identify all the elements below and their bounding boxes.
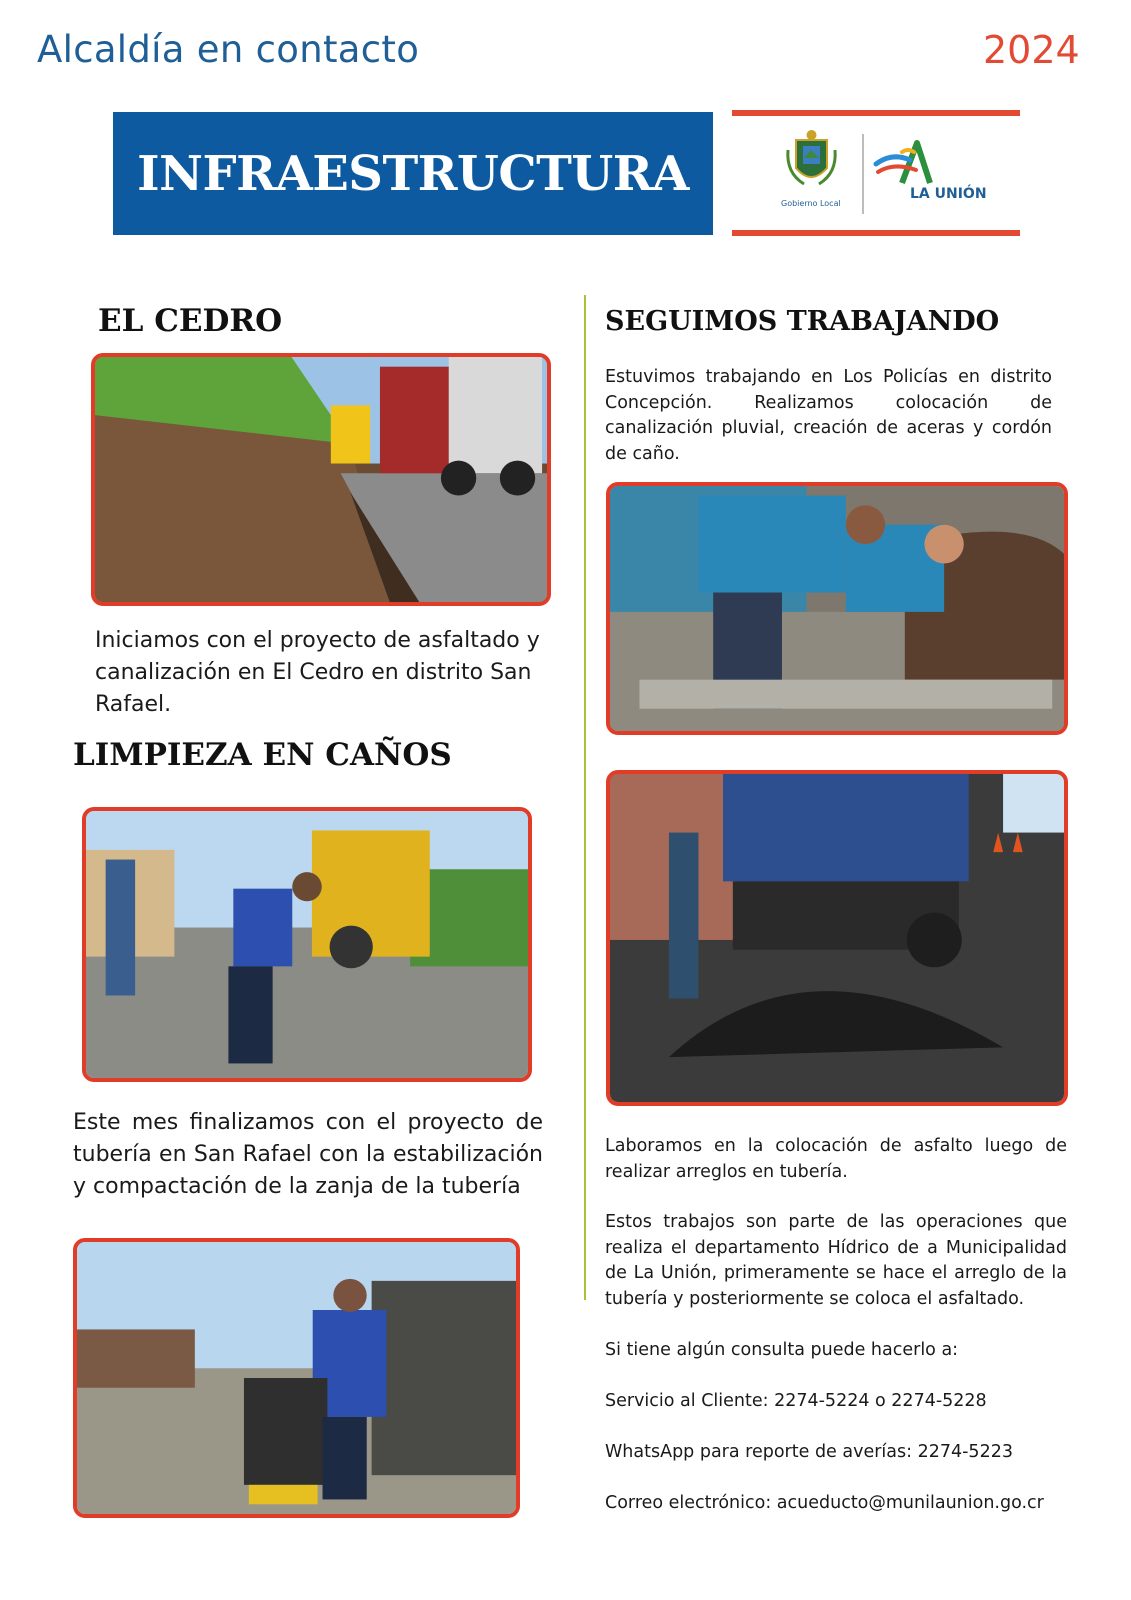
logo-divider	[862, 134, 864, 214]
asfalto-photo	[606, 770, 1068, 1106]
coat-of-arms-icon	[784, 128, 839, 198]
seguimos-heading: SEGUIMOS TRABAJANDO	[605, 306, 1000, 337]
compactadora-photo	[73, 1238, 520, 1518]
el-cedro-text: Iniciamos con el proyecto de asfaltado y canalización en El Cedro en distrito San Rafael.	[95, 628, 540, 717]
asfalto-text: Laboramos en la colocación de asfalto luego de realizar arreglos en tubería.	[605, 1136, 1067, 1182]
logo-rule-top	[732, 110, 1020, 116]
logo-block	[732, 110, 1020, 236]
la-union-label: LA UNIÓN	[910, 186, 987, 202]
el-cedro-photo	[91, 353, 551, 606]
banner-title: INFRAESTRUCTURA	[137, 145, 689, 202]
limpieza-heading: LIMPIEZA EN CAÑOS	[73, 737, 452, 773]
seguimos-photo	[606, 482, 1068, 735]
column-divider	[584, 295, 586, 1300]
limpieza-photo	[82, 807, 532, 1082]
seguimos-text: Estuvimos trabajando en Los Policías en distrito Concepción. Realizamos colocación de canalización pluvial, creación de aceras y cordón de caño.	[605, 367, 1052, 464]
limpieza-text: Este mes finalizamos con el proyecto de tubería en San Rafael con la estabilización y compactación de la zanja de la tubería	[73, 1110, 543, 1199]
la-union-logo-icon	[872, 138, 942, 188]
page-year: 2024	[983, 28, 1080, 72]
section-banner	[113, 112, 713, 235]
el-cedro-heading: EL CEDRO	[98, 303, 283, 339]
operaciones-text: Estos trabajos son parte de las operaciones que realiza el departamento Hídrico de a Municipalidad de La Unión, primeramente se hace el arreglo de la tubería y posteriormente se coloca el asfaltado.	[605, 1212, 1067, 1309]
contact-intro: Si tiene algún consulta puede hacerlo a:	[605, 1340, 959, 1360]
contact-servicio: Servicio al Cliente: 2274-5224 o 2274-5228	[605, 1391, 987, 1411]
contact-whatsapp: WhatsApp para reporte de averías: 2274-5223	[605, 1442, 1013, 1462]
contact-email: Correo electrónico: acueducto@munilaunion.go.cr	[605, 1493, 1044, 1513]
page-title: Alcaldía en contacto	[37, 28, 420, 71]
gobierno-local-label: Gobierno Local	[781, 199, 841, 208]
logo-rule-bottom	[732, 230, 1020, 236]
